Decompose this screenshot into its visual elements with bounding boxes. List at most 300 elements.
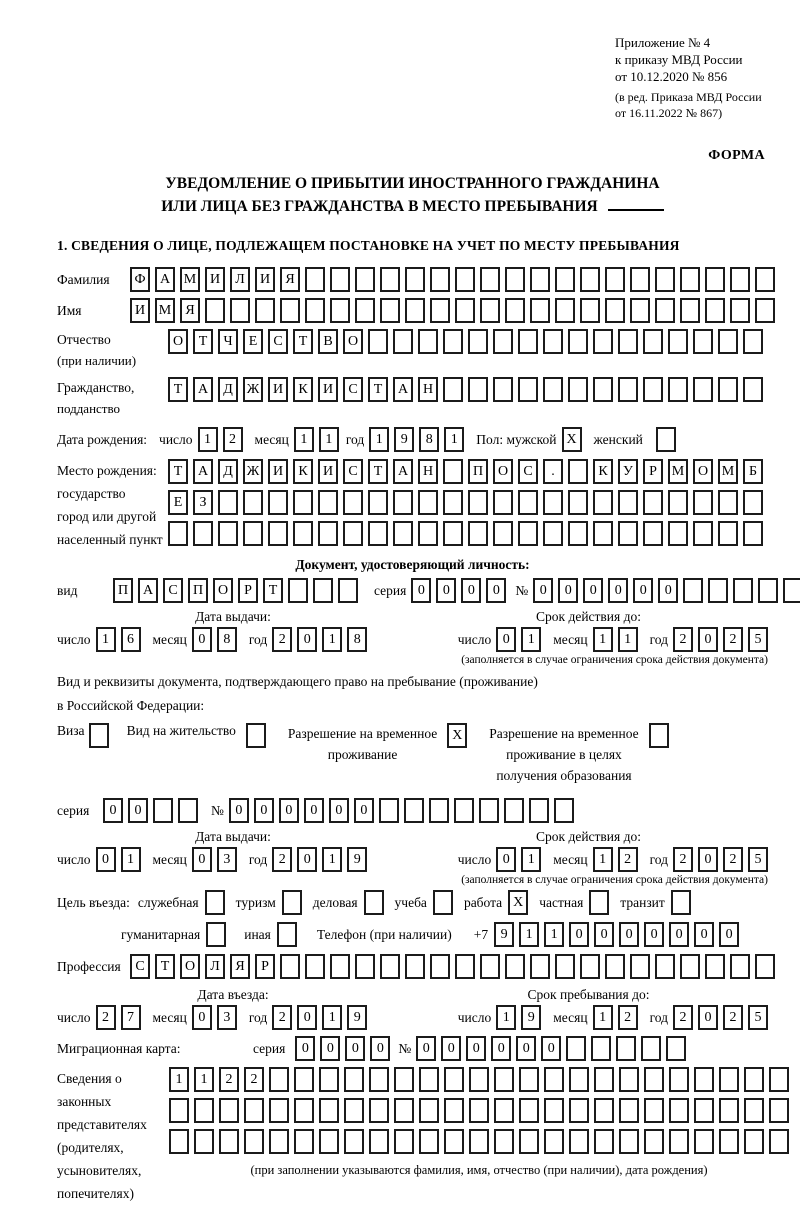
char-cell[interactable] (693, 490, 713, 515)
char-cell[interactable] (593, 329, 613, 354)
char-cell[interactable]: 2 (219, 1067, 239, 1092)
char-cell[interactable]: Р (255, 954, 275, 979)
char-cell[interactable] (668, 377, 688, 402)
phone-cells[interactable] (494, 922, 739, 947)
char-cell[interactable] (394, 1067, 414, 1092)
char-cell[interactable] (669, 1129, 689, 1154)
char-cell[interactable] (153, 798, 173, 823)
transit-checkbox[interactable] (671, 890, 691, 915)
char-cell[interactable] (494, 1067, 514, 1092)
char-cell[interactable]: А (393, 459, 413, 484)
char-cell[interactable] (355, 267, 375, 292)
representatives-cells-3[interactable] (169, 1129, 789, 1154)
char-cell[interactable] (313, 578, 333, 603)
char-cell[interactable] (344, 1067, 364, 1092)
char-cell[interactable]: 9 (347, 1005, 367, 1030)
representatives-cells-1[interactable] (169, 1067, 789, 1092)
char-cell[interactable]: 2 (673, 1005, 693, 1030)
char-cell[interactable] (669, 1067, 689, 1092)
char-cell[interactable]: 0 (304, 798, 324, 823)
char-cell[interactable]: 0 (533, 578, 553, 603)
char-cell[interactable] (305, 954, 325, 979)
char-cell[interactable] (443, 329, 463, 354)
char-cell[interactable] (269, 1067, 289, 1092)
char-cell[interactable]: 1 (322, 1005, 342, 1030)
stay-month-cells[interactable] (593, 1005, 638, 1030)
char-cell[interactable] (593, 490, 613, 515)
char-cell[interactable] (244, 1098, 264, 1123)
char-cell[interactable]: 0 (295, 1036, 315, 1061)
char-cell[interactable]: 1 (618, 627, 638, 652)
representatives-cells-2[interactable] (169, 1098, 789, 1123)
char-cell[interactable] (544, 1098, 564, 1123)
char-cell[interactable] (543, 329, 563, 354)
char-cell[interactable]: 2 (96, 1005, 116, 1030)
char-cell[interactable]: 2 (244, 1067, 264, 1092)
char-cell[interactable]: К (293, 377, 313, 402)
char-cell[interactable] (405, 267, 425, 292)
char-cell[interactable] (379, 798, 399, 823)
char-cell[interactable]: О (343, 329, 363, 354)
char-cell[interactable]: Т (263, 578, 283, 603)
char-cell[interactable] (443, 490, 463, 515)
char-cell[interactable]: Р (643, 459, 663, 484)
doc-valid-month-cells[interactable] (593, 627, 638, 652)
char-cell[interactable] (194, 1098, 214, 1123)
char-cell[interactable] (519, 1098, 539, 1123)
char-cell[interactable] (319, 1098, 339, 1123)
char-cell[interactable] (743, 521, 763, 546)
char-cell[interactable] (630, 267, 650, 292)
char-cell[interactable] (543, 377, 563, 402)
char-cell[interactable] (243, 490, 263, 515)
char-cell[interactable]: С (343, 377, 363, 402)
char-cell[interactable] (730, 267, 750, 292)
birth-year-cells[interactable] (369, 427, 464, 452)
char-cell[interactable]: 3 (217, 1005, 237, 1030)
char-cell[interactable] (305, 267, 325, 292)
char-cell[interactable]: 0 (583, 578, 603, 603)
char-cell[interactable] (769, 1129, 789, 1154)
char-cell[interactable] (394, 1129, 414, 1154)
char-cell[interactable]: Я (180, 298, 200, 323)
birth-day-cells[interactable] (198, 427, 243, 452)
private-checkbox[interactable] (589, 890, 609, 915)
surname-cells[interactable] (130, 267, 775, 292)
doc-number-cells[interactable] (533, 578, 800, 603)
char-cell[interactable]: 0 (608, 578, 628, 603)
char-cell[interactable] (555, 267, 575, 292)
patronymic-cells[interactable] (168, 329, 763, 354)
char-cell[interactable]: 1 (319, 427, 339, 452)
char-cell[interactable] (755, 267, 775, 292)
char-cell[interactable] (494, 1129, 514, 1154)
char-cell[interactable]: С (268, 329, 288, 354)
char-cell[interactable]: С (518, 459, 538, 484)
char-cell[interactable] (419, 1098, 439, 1123)
char-cell[interactable] (355, 298, 375, 323)
char-cell[interactable]: 1 (322, 847, 342, 872)
entry-month-cells[interactable] (192, 1005, 237, 1030)
char-cell[interactable] (693, 377, 713, 402)
doc-type-cells[interactable] (113, 578, 358, 603)
res-issue-year-cells[interactable] (272, 847, 367, 872)
char-cell[interactable]: О (493, 459, 513, 484)
char-cell[interactable] (380, 267, 400, 292)
char-cell[interactable]: И (268, 377, 288, 402)
char-cell[interactable]: П (188, 578, 208, 603)
entry-year-cells[interactable] (272, 1005, 367, 1030)
char-cell[interactable]: 0 (558, 578, 578, 603)
char-cell[interactable]: 0 (416, 1036, 436, 1061)
char-cell[interactable] (518, 329, 538, 354)
entry-day-cells[interactable] (96, 1005, 141, 1030)
residence-permit-checkbox[interactable] (246, 723, 266, 748)
char-cell[interactable]: 1 (519, 922, 539, 947)
char-cell[interactable] (480, 267, 500, 292)
char-cell[interactable] (469, 1067, 489, 1092)
char-cell[interactable] (330, 954, 350, 979)
char-cell[interactable] (694, 1129, 714, 1154)
char-cell[interactable]: 1 (169, 1067, 189, 1092)
char-cell[interactable] (230, 298, 250, 323)
char-cell[interactable] (468, 329, 488, 354)
char-cell[interactable]: 0 (491, 1036, 511, 1061)
char-cell[interactable]: М (668, 459, 688, 484)
char-cell[interactable] (280, 954, 300, 979)
char-cell[interactable] (518, 377, 538, 402)
edu-permit-checkbox[interactable] (649, 723, 669, 748)
char-cell[interactable]: Т (168, 377, 188, 402)
char-cell[interactable] (694, 1067, 714, 1092)
char-cell[interactable] (505, 954, 525, 979)
char-cell[interactable] (393, 521, 413, 546)
char-cell[interactable] (643, 329, 663, 354)
char-cell[interactable] (319, 1067, 339, 1092)
char-cell[interactable]: 0 (719, 922, 739, 947)
char-cell[interactable] (744, 1067, 764, 1092)
char-cell[interactable] (505, 267, 525, 292)
char-cell[interactable]: 0 (192, 847, 212, 872)
char-cell[interactable]: У (618, 459, 638, 484)
char-cell[interactable]: 0 (411, 578, 431, 603)
name-cells[interactable] (130, 298, 775, 323)
char-cell[interactable]: 1 (322, 627, 342, 652)
char-cell[interactable]: 1 (593, 627, 613, 652)
char-cell[interactable]: 0 (694, 922, 714, 947)
char-cell[interactable] (668, 490, 688, 515)
char-cell[interactable] (418, 490, 438, 515)
char-cell[interactable]: 0 (354, 798, 374, 823)
char-cell[interactable] (305, 298, 325, 323)
char-cell[interactable]: 2 (723, 1005, 743, 1030)
char-cell[interactable] (605, 298, 625, 323)
char-cell[interactable] (644, 1067, 664, 1092)
char-cell[interactable]: 1 (496, 1005, 516, 1030)
char-cell[interactable]: И (318, 377, 338, 402)
char-cell[interactable] (544, 1067, 564, 1092)
char-cell[interactable] (455, 267, 475, 292)
char-cell[interactable] (769, 1098, 789, 1123)
char-cell[interactable]: Ф (130, 267, 150, 292)
char-cell[interactable] (694, 1098, 714, 1123)
char-cell[interactable]: 0 (569, 922, 589, 947)
char-cell[interactable] (568, 490, 588, 515)
char-cell[interactable]: Т (368, 377, 388, 402)
char-cell[interactable] (443, 377, 463, 402)
char-cell[interactable] (718, 329, 738, 354)
char-cell[interactable] (593, 377, 613, 402)
mig-number-cells[interactable] (416, 1036, 686, 1061)
char-cell[interactable] (719, 1067, 739, 1092)
char-cell[interactable] (519, 1129, 539, 1154)
char-cell[interactable] (469, 1098, 489, 1123)
char-cell[interactable] (269, 1129, 289, 1154)
char-cell[interactable] (755, 298, 775, 323)
char-cell[interactable] (744, 1098, 764, 1123)
char-cell[interactable]: Е (243, 329, 263, 354)
char-cell[interactable] (493, 521, 513, 546)
char-cell[interactable]: А (193, 377, 213, 402)
char-cell[interactable]: Л (230, 267, 250, 292)
char-cell[interactable] (566, 1036, 586, 1061)
char-cell[interactable]: 5 (748, 847, 768, 872)
doc-valid-year-cells[interactable] (673, 627, 768, 652)
char-cell[interactable] (294, 1067, 314, 1092)
char-cell[interactable] (318, 490, 338, 515)
char-cell[interactable] (169, 1129, 189, 1154)
char-cell[interactable]: О (693, 459, 713, 484)
char-cell[interactable]: . (543, 459, 563, 484)
char-cell[interactable] (529, 798, 549, 823)
char-cell[interactable] (294, 1098, 314, 1123)
char-cell[interactable] (430, 298, 450, 323)
char-cell[interactable]: 3 (217, 847, 237, 872)
char-cell[interactable] (616, 1036, 636, 1061)
char-cell[interactable]: 8 (419, 427, 439, 452)
doc-valid-day-cells[interactable] (496, 627, 541, 652)
char-cell[interactable]: М (718, 459, 738, 484)
char-cell[interactable] (693, 521, 713, 546)
char-cell[interactable] (269, 1098, 289, 1123)
profession-cells[interactable] (130, 954, 775, 979)
char-cell[interactable] (430, 954, 450, 979)
char-cell[interactable] (641, 1036, 661, 1061)
char-cell[interactable] (555, 954, 575, 979)
char-cell[interactable] (178, 798, 198, 823)
char-cell[interactable]: 8 (217, 627, 237, 652)
char-cell[interactable] (530, 298, 550, 323)
char-cell[interactable]: 0 (466, 1036, 486, 1061)
char-cell[interactable]: Т (193, 329, 213, 354)
char-cell[interactable] (468, 377, 488, 402)
char-cell[interactable] (419, 1129, 439, 1154)
char-cell[interactable] (218, 521, 238, 546)
res-issue-day-cells[interactable] (96, 847, 141, 872)
temp-permit-checkbox[interactable]: X (447, 723, 467, 748)
char-cell[interactable] (719, 1129, 739, 1154)
char-cell[interactable] (644, 1098, 664, 1123)
female-checkbox[interactable] (656, 427, 676, 452)
char-cell[interactable]: 2 (223, 427, 243, 452)
char-cell[interactable]: 0 (297, 627, 317, 652)
char-cell[interactable] (505, 298, 525, 323)
char-cell[interactable] (580, 298, 600, 323)
char-cell[interactable] (693, 329, 713, 354)
char-cell[interactable]: С (343, 459, 363, 484)
char-cell[interactable]: 9 (394, 427, 414, 452)
char-cell[interactable] (705, 954, 725, 979)
char-cell[interactable] (783, 578, 800, 603)
char-cell[interactable] (758, 578, 778, 603)
doc-issue-year-cells[interactable] (272, 627, 367, 652)
birthplace-cells-2[interactable] (168, 490, 763, 515)
char-cell[interactable] (569, 1129, 589, 1154)
char-cell[interactable]: И (255, 267, 275, 292)
char-cell[interactable] (755, 954, 775, 979)
char-cell[interactable]: О (213, 578, 233, 603)
char-cell[interactable] (743, 329, 763, 354)
char-cell[interactable]: 2 (723, 627, 743, 652)
char-cell[interactable] (718, 521, 738, 546)
char-cell[interactable]: 0 (96, 847, 116, 872)
char-cell[interactable] (344, 1129, 364, 1154)
work-checkbox[interactable]: X (508, 890, 528, 915)
char-cell[interactable] (630, 298, 650, 323)
char-cell[interactable] (719, 1098, 739, 1123)
char-cell[interactable] (544, 1129, 564, 1154)
char-cell[interactable] (255, 298, 275, 323)
char-cell[interactable]: 2 (272, 847, 292, 872)
char-cell[interactable]: 0 (297, 847, 317, 872)
char-cell[interactable]: Ж (243, 459, 263, 484)
char-cell[interactable] (708, 578, 728, 603)
char-cell[interactable] (593, 521, 613, 546)
char-cell[interactable] (643, 377, 663, 402)
char-cell[interactable]: Е (168, 490, 188, 515)
char-cell[interactable] (444, 1129, 464, 1154)
char-cell[interactable]: Т (155, 954, 175, 979)
char-cell[interactable]: Б (743, 459, 763, 484)
res-valid-year-cells[interactable] (673, 847, 768, 872)
char-cell[interactable]: 0 (669, 922, 689, 947)
char-cell[interactable]: 2 (272, 627, 292, 652)
char-cell[interactable]: М (155, 298, 175, 323)
char-cell[interactable] (418, 521, 438, 546)
char-cell[interactable] (369, 1098, 389, 1123)
char-cell[interactable] (394, 1098, 414, 1123)
char-cell[interactable] (680, 954, 700, 979)
char-cell[interactable]: 0 (698, 847, 718, 872)
char-cell[interactable]: С (130, 954, 150, 979)
char-cell[interactable] (605, 267, 625, 292)
char-cell[interactable]: 0 (633, 578, 653, 603)
char-cell[interactable] (268, 521, 288, 546)
char-cell[interactable] (455, 954, 475, 979)
char-cell[interactable]: О (168, 329, 188, 354)
char-cell[interactable]: Н (418, 377, 438, 402)
char-cell[interactable]: 8 (347, 627, 367, 652)
male-checkbox[interactable]: X (562, 427, 582, 452)
char-cell[interactable] (418, 329, 438, 354)
char-cell[interactable] (193, 521, 213, 546)
char-cell[interactable]: 1 (521, 627, 541, 652)
char-cell[interactable] (643, 490, 663, 515)
char-cell[interactable] (655, 954, 675, 979)
char-cell[interactable] (318, 521, 338, 546)
char-cell[interactable] (455, 298, 475, 323)
char-cell[interactable]: 0 (441, 1036, 461, 1061)
char-cell[interactable]: 1 (593, 1005, 613, 1030)
char-cell[interactable] (280, 298, 300, 323)
char-cell[interactable] (219, 1098, 239, 1123)
char-cell[interactable] (568, 329, 588, 354)
char-cell[interactable] (705, 267, 725, 292)
char-cell[interactable] (769, 1067, 789, 1092)
char-cell[interactable] (569, 1098, 589, 1123)
char-cell[interactable] (504, 798, 524, 823)
char-cell[interactable]: А (393, 377, 413, 402)
char-cell[interactable]: 9 (347, 847, 367, 872)
char-cell[interactable] (454, 798, 474, 823)
char-cell[interactable] (683, 578, 703, 603)
char-cell[interactable]: Т (368, 459, 388, 484)
char-cell[interactable]: 0 (128, 798, 148, 823)
humanitarian-checkbox[interactable] (206, 922, 226, 947)
char-cell[interactable]: 1 (194, 1067, 214, 1092)
char-cell[interactable] (555, 298, 575, 323)
res-valid-month-cells[interactable] (593, 847, 638, 872)
char-cell[interactable]: Л (205, 954, 225, 979)
char-cell[interactable] (568, 521, 588, 546)
char-cell[interactable]: 6 (121, 627, 141, 652)
char-cell[interactable] (405, 298, 425, 323)
char-cell[interactable]: 0 (329, 798, 349, 823)
char-cell[interactable]: 0 (496, 847, 516, 872)
char-cell[interactable] (288, 578, 308, 603)
char-cell[interactable]: 1 (96, 627, 116, 652)
char-cell[interactable]: Я (280, 267, 300, 292)
char-cell[interactable] (479, 798, 499, 823)
char-cell[interactable] (733, 578, 753, 603)
char-cell[interactable] (430, 267, 450, 292)
visa-checkbox[interactable] (89, 723, 109, 748)
char-cell[interactable] (194, 1129, 214, 1154)
char-cell[interactable]: 0 (345, 1036, 365, 1061)
char-cell[interactable] (369, 1129, 389, 1154)
char-cell[interactable] (443, 521, 463, 546)
char-cell[interactable] (605, 954, 625, 979)
char-cell[interactable]: И (130, 298, 150, 323)
char-cell[interactable] (680, 298, 700, 323)
char-cell[interactable]: П (468, 459, 488, 484)
char-cell[interactable]: 1 (294, 427, 314, 452)
char-cell[interactable]: 0 (496, 627, 516, 652)
char-cell[interactable] (380, 954, 400, 979)
char-cell[interactable]: Ж (243, 377, 263, 402)
char-cell[interactable] (319, 1129, 339, 1154)
char-cell[interactable] (469, 1129, 489, 1154)
char-cell[interactable] (705, 298, 725, 323)
char-cell[interactable]: 1 (544, 922, 564, 947)
char-cell[interactable] (543, 521, 563, 546)
res-valid-day-cells[interactable] (496, 847, 541, 872)
char-cell[interactable]: 0 (658, 578, 678, 603)
char-cell[interactable] (619, 1129, 639, 1154)
char-cell[interactable] (619, 1067, 639, 1092)
char-cell[interactable] (368, 490, 388, 515)
char-cell[interactable]: 0 (320, 1036, 340, 1061)
